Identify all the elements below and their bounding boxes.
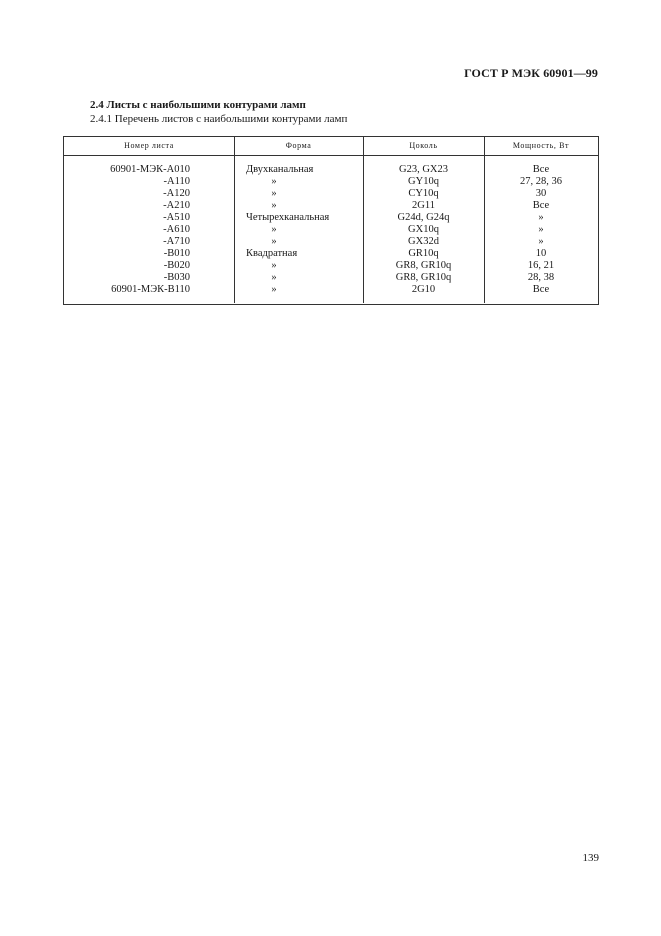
cell-sheet-number: -A110: [163, 176, 190, 187]
cell-base: GX10q: [408, 224, 439, 235]
cell-power: 30: [535, 188, 547, 199]
cell-base: GY10q: [408, 176, 439, 187]
table-row: [64, 248, 598, 260]
cell-power: 28, 38: [527, 272, 555, 283]
cell-sheet-number: -B020: [163, 260, 190, 271]
cell-base: GR10q: [408, 248, 439, 259]
column-header-base: Цоколь: [409, 141, 438, 150]
cell-base: GR8, GR10q: [395, 272, 452, 283]
cell-power: Все: [532, 164, 550, 175]
section-title: 2.4 Листы с наибольшими контурами ламп: [90, 99, 306, 111]
cell-sheet-number: 60901-МЭК-В110: [111, 284, 190, 295]
cell-base: GX32d: [408, 236, 439, 247]
column-header-sheet-number: Номер листа: [124, 141, 174, 150]
cell-power: 27, 28, 36: [520, 176, 562, 187]
cell-power: Все: [532, 200, 550, 211]
page-number: 139: [582, 852, 599, 864]
cell-shape: »: [271, 176, 277, 187]
table-row: [64, 224, 598, 236]
cell-shape: »: [271, 236, 277, 247]
cell-sheet-number: -A710: [163, 236, 190, 247]
table-body: [64, 164, 598, 296]
cell-power: »: [538, 236, 544, 247]
cell-sheet-number: -B030: [163, 272, 190, 283]
table-row: [64, 176, 598, 188]
cell-sheet-number: -B010: [163, 248, 190, 259]
table-header-row: [64, 137, 598, 156]
cell-power: 16, 21: [527, 260, 555, 271]
cell-shape: »: [271, 224, 277, 235]
cell-sheet-number: -A210: [163, 200, 190, 211]
lamp-sheets-table: [63, 136, 599, 305]
cell-shape: »: [271, 284, 277, 295]
cell-base: G24d, G24q: [397, 212, 450, 223]
cell-sheet-number: 60901-МЭК-А010: [110, 164, 190, 175]
cell-base: 2G11: [412, 200, 435, 211]
cell-shape: »: [271, 200, 277, 211]
cell-shape: Двухканальная: [246, 164, 314, 175]
cell-base: CY10q: [408, 188, 439, 199]
table-row: [64, 272, 598, 284]
column-header-power: Мощность, Вт: [512, 141, 570, 150]
cell-shape: Квадратная: [246, 248, 298, 259]
cell-power: Все: [532, 284, 550, 295]
cell-power: »: [538, 212, 544, 223]
table-row: [64, 164, 598, 176]
standard-code: ГОСТ Р МЭК 60901—99: [464, 66, 598, 80]
table-row: [64, 284, 598, 296]
column-header-shape: Форма: [285, 141, 312, 150]
subsection-title: 2.4.1 Перечень листов с наибольшими контурами ламп: [90, 113, 348, 125]
cell-base: 2G10: [411, 284, 436, 295]
table-row: [64, 260, 598, 272]
cell-shape: »: [271, 260, 277, 271]
cell-shape: »: [271, 188, 277, 199]
cell-sheet-number: -A510: [163, 212, 190, 223]
cell-base: G23, GX23: [399, 164, 448, 175]
cell-sheet-number: -A610: [163, 224, 190, 235]
table-row: [64, 188, 598, 200]
cell-shape: Четырехканальная: [246, 212, 330, 223]
table-row: [64, 236, 598, 248]
cell-sheet-number: -A120: [163, 188, 190, 199]
table-row: [64, 212, 598, 224]
cell-power: 10: [535, 248, 547, 259]
cell-base: GR8, GR10q: [395, 260, 452, 271]
cell-power: »: [538, 224, 544, 235]
cell-shape: »: [271, 272, 277, 283]
table-row: [64, 200, 598, 212]
